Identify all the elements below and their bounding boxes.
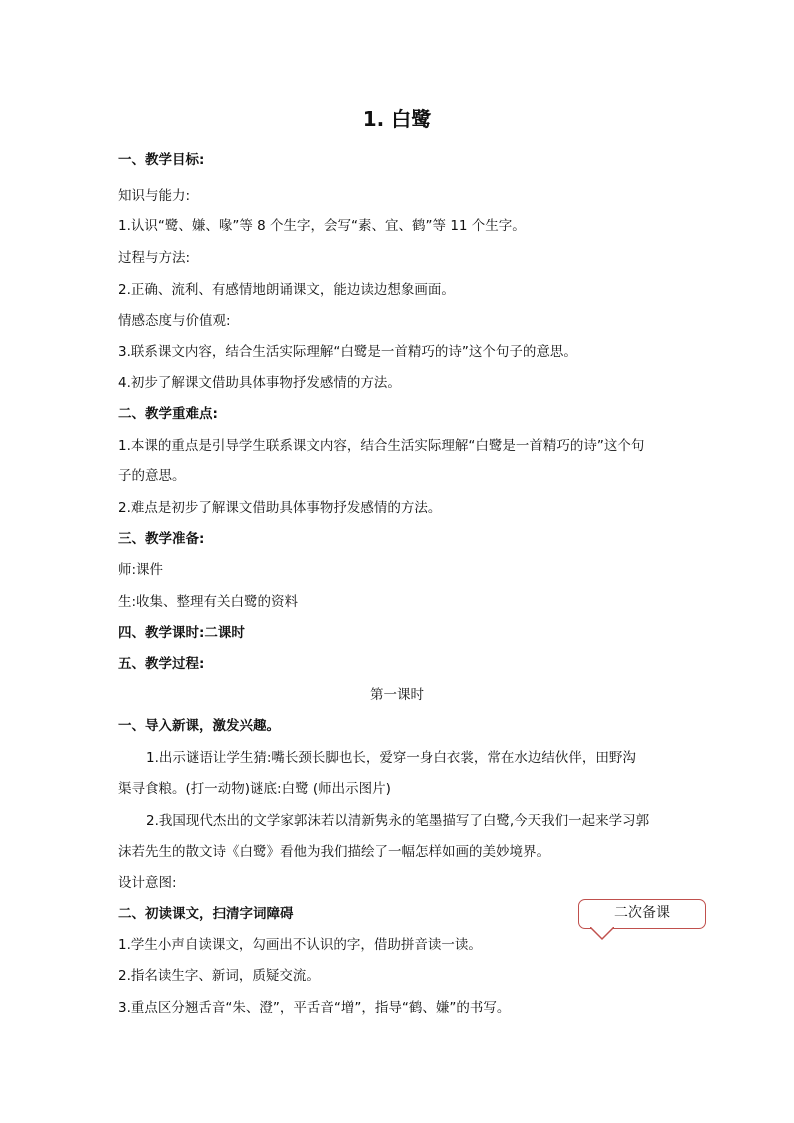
section-heading-key-points: 二、教学重难点: <box>118 406 218 422</box>
objective-item: 3.联系课文内容，结合生活实际理解“白鹭是一首精巧的诗”这个句子的意思。 <box>118 344 577 360</box>
callout-label: 二次备课 <box>614 905 670 921</box>
subheading-knowledge: 知识与能力: <box>118 188 191 204</box>
key-point-item: 2.难点是初步了解课文借助具体事物抒发感情的方法。 <box>118 500 442 516</box>
step-paragraph: 1.出示谜语让学生猜:嘴长颈长脚也长，爱穿一身白衣裳，常在水边结伙伴，田野沟 <box>146 750 636 766</box>
step-heading-first-reading: 二、初读课文，扫清字词障碍 <box>118 906 294 922</box>
step-item: 1.学生小声自读课文，勾画出不认识的字，借助拼音读一读。 <box>118 937 482 953</box>
preparation-student: 生:收集、整理有关白鹭的资料 <box>118 594 299 610</box>
lesson-title: 1. 白鹭 <box>362 107 432 131</box>
step-heading-introduction: 一、导入新课，激发兴趣。 <box>118 718 280 734</box>
step-paragraph-continued: 沫若先生的散文诗《白鹭》看他为我们描绘了一幅怎样如画的美妙境界。 <box>118 844 550 860</box>
period-heading: 第一课时 <box>370 687 424 703</box>
callout-tail <box>590 927 614 941</box>
subheading-process: 过程与方法: <box>118 250 191 266</box>
subheading-attitude: 情感态度与价值观: <box>118 313 231 329</box>
objective-item: 1.认识“鹭、嫌、喙”等 8 个生字，会写“素、宜、鹤”等 11 个生字。 <box>118 218 526 234</box>
step-item: 2.指名读生字、新词，质疑交流。 <box>118 968 320 984</box>
preparation-teacher: 师:课件 <box>118 562 164 578</box>
step-paragraph: 2.我国现代杰出的文学家郭沫若以清新隽永的笔墨描写了白鹭,今天我们一起来学习郭 <box>146 813 650 829</box>
section-heading-periods: 四、教学课时:二课时 <box>118 625 245 641</box>
objective-item: 4.初步了解课文借助具体事物抒发感情的方法。 <box>118 375 401 391</box>
design-intent-label: 设计意图: <box>118 875 177 891</box>
second-preparation-callout <box>578 899 706 929</box>
step-item: 3.重点区分翘舌音“朱、澄”，平舌音“增”，指导“鹤、嫌”的书写。 <box>118 1000 511 1016</box>
key-point-item: 1.本课的重点是引导学生联系课文内容，结合生活实际理解“白鹭是一首精巧的诗”这个句 <box>118 438 645 454</box>
section-heading-process: 五、教学过程: <box>118 656 205 672</box>
section-heading-preparation: 三、教学准备: <box>118 531 205 547</box>
key-point-item-continued: 子的意思。 <box>118 468 186 484</box>
objective-item: 2.正确、流利、有感情地朗诵课文，能边读边想象画面。 <box>118 282 455 298</box>
step-paragraph-continued: 渠寻食粮。(打一动物)谜底:白鹭 (师出示图片) <box>118 781 391 797</box>
section-heading-objectives: 一、教学目标: <box>118 152 205 168</box>
